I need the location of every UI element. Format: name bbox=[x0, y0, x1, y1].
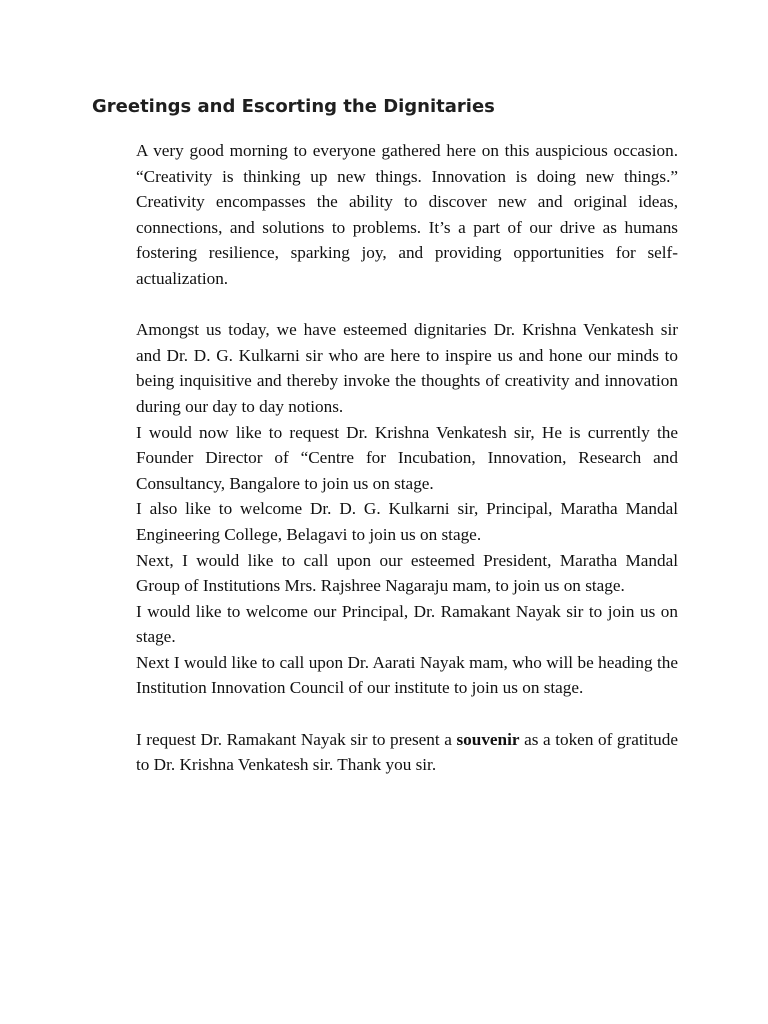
paragraph-invite-principal: I would like to welcome our Principal, Dr. Ramakant Nayak sir to join us on stage. bbox=[136, 601, 678, 647]
paragraph-invite-aarati-nayak: Next I would like to call upon Dr. Aarati Nayak mam, who will be heading the Institution Innovation Council of our institute to join us on stage. bbox=[136, 652, 678, 698]
paragraph-spacer bbox=[136, 292, 678, 318]
paragraph-invite-president: Next, I would like to call upon our esteemed President, Maratha Mandal Group of Institutions Mrs. Rajshree Nagaraju mam, to join us on stage. bbox=[136, 550, 678, 596]
paragraph-dignitaries-intro: Amongst us today, we have esteemed dignitaries Dr. Krishna Venkatesh sir and Dr. D. G. Kulkarni sir who are here to inspire us and hone our minds to being inquisitive and thereby invoke the thoughts of creativity and innovation during our day to day notions. bbox=[136, 320, 678, 416]
souvenir-text-after: as a token of gratitude to Dr. Krishna Venkatesh sir. Thank you sir. bbox=[136, 729, 678, 775]
souvenir-bold-word: souvenir bbox=[456, 729, 520, 749]
souvenir-text-before: I request Dr. Ramakant Nayak sir to present a bbox=[136, 729, 457, 749]
paragraph-spacer bbox=[136, 701, 678, 727]
paragraph-greeting: A very good morning to everyone gathered here on this auspicious occasion. “Creativity is thinking up new things. Innovation is doing new things.” Creativity encompasses the ability to discover new and original ideas, connections, and solutions to problems. It’s a part of our drive as humans fostering resilience, sparking joy, and providing opportunities for self-actualization. bbox=[136, 141, 678, 288]
paragraph-souvenir bbox=[136, 727, 678, 778]
document-body bbox=[136, 138, 678, 778]
page-heading: Greetings and Escorting the Dignitaries bbox=[92, 96, 495, 117]
paragraph-invite-kulkarni: I also like to welcome Dr. D. G. Kulkarni sir, Principal, Maratha Mandal Engineering College, Belagavi to join us on stage. bbox=[136, 499, 678, 544]
paragraph-invite-venkatesh: I would now like to request Dr. Krishna Venkatesh sir, He is currently the Founder Director of “Centre for Incubation, Innovation, Research and Consultancy, Bangalore to join us on stage. bbox=[136, 422, 678, 493]
